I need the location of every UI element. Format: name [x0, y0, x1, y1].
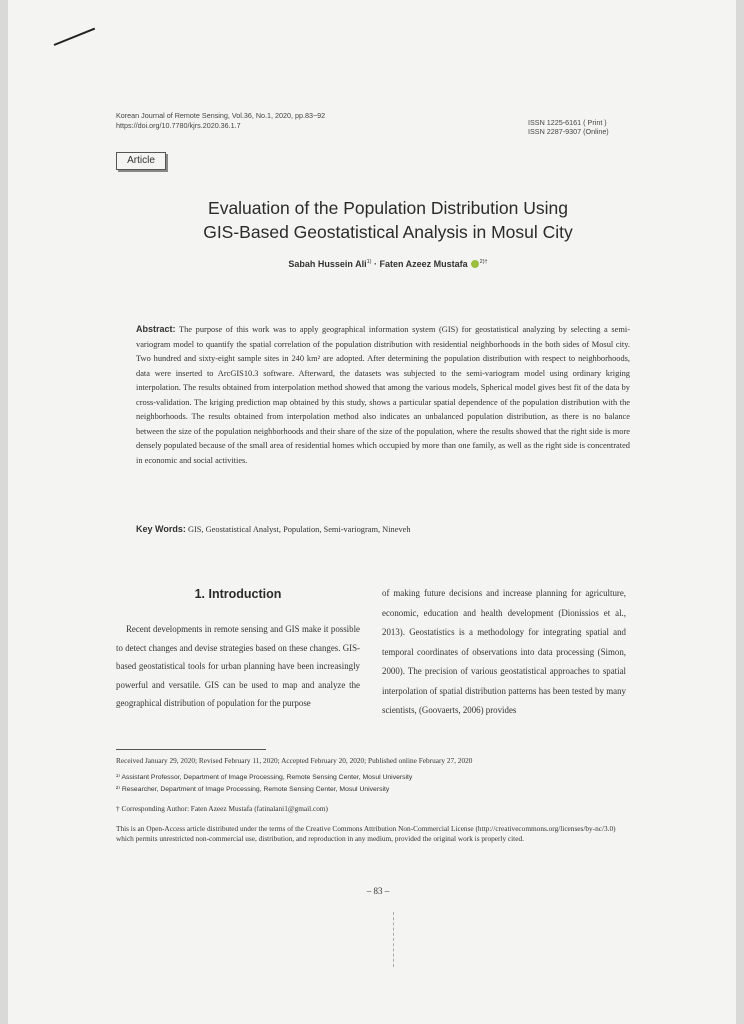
section-heading: 1. Introduction	[194, 587, 282, 601]
abstract	[136, 322, 630, 468]
author-1-sup: 1)	[366, 259, 372, 265]
issn-print: ISSN 1225-6161 ( Print )	[528, 118, 607, 127]
issn-block	[528, 118, 609, 136]
author-1: Sabah Hussein Ali	[288, 259, 367, 269]
author-2-sup: 2)†	[479, 259, 488, 265]
affiliation-1: ¹⁾ Assistant Professor, Department of Image Processing, Remote Sensing Center, Mosul University	[116, 774, 413, 781]
intro-right-column	[382, 584, 626, 721]
footnote-divider	[116, 749, 266, 750]
orcid-icon[interactable]	[471, 260, 479, 268]
received-dates: Received January 29, 2020; Revised February 11, 2020; Accepted February 20, 2020; Published online February 27, 2020	[116, 756, 473, 765]
abstract-text: The purpose of this work was to apply geographical information system (GIS) for geostatistical analyzing by selecting a semi-variogram model to quantify the spatial correlation of the population distribution with residential neighborhoods in the both sides of Mosul city. Two hundred and sixty-eight sample sites in 240 km² are adopted. After determining the population distribution with respect to neighborhoods, data were inserted to ArcGIS10.3 software. Afterward, the datasets was subjected to the semi-variogram model using ordinary kriging interpolation. The results obtained from interpolation method showed that among the various models, Spherical model gives best fit of the data by cross-validation. The kriging prediction map obtained by this study, shows a particular spatial dependence of the population distribution with the neighborhoods. The results obtained from interpolation method also indicates an unbalanced population distribution, as there is no balance between the size of the population neighborhoods and their share of the size of the population, where the results showed that the right side is more densely populated because of the small area of residential homes which occupied by more than one family, as well as the right side is concentrated in economic and social activities.	[136, 325, 630, 465]
keywords-text: GIS, Geostatistical Analyst, Population, Semi-variogram, Nineveh	[187, 525, 411, 534]
intro-paragraph-right: of making future decisions and increase planning for agriculture, economic, education and health development (Dionissios et al., 2013). Geostatistics is a methodology for integrating spatial and temporal coordinates of observations into data processing (Simon, 2000). The precision of various geostatistical approaches to spatial interpolation of spatial distribution patterns has been tested by many scientists, (Goovaerts, 2006) provides	[382, 588, 626, 715]
affiliation-2: ²⁾ Researcher, Department of Image Processing, Remote Sensing Center, Mosul University	[116, 786, 390, 793]
title-line-2: GIS-Based Geostatistical Analysis in Mosul City	[203, 222, 573, 242]
author-2: Faten Azeez Mustafa	[379, 259, 468, 269]
doi-link[interactable]: https://doi.org/10.7780/kjrs.2020.36.1.7	[116, 120, 241, 130]
corresponding-author: † Corresponding Author: Faten Azeez Mustafa (fatinalani1@gmail.com)	[116, 804, 328, 813]
pen-mark	[54, 28, 96, 46]
author-list	[118, 259, 658, 269]
title-line-1: Evaluation of the Population Distribution Using	[208, 198, 568, 218]
abstract-label: Abstract:	[136, 324, 176, 334]
document-page	[8, 0, 736, 1024]
article-type-badge: Article	[116, 152, 166, 170]
issn-online: ISSN 2287-9307 (Online)	[528, 127, 609, 136]
journal-header	[116, 111, 325, 130]
license-note: This is an Open-Access article distributed under the terms of the Creative Commons Attribution Non-Commercial License (http://creativecommons.org/licenses/by-nc/3.0) which permits unrestricted non-commercial use, distribution, and reproduction in any medium, provided the original work is properly cited.	[116, 824, 616, 843]
scan-artifact	[393, 912, 395, 967]
author-separator: ·	[371, 259, 380, 269]
page-number: – 83 –	[366, 886, 390, 896]
paper-title	[118, 196, 658, 244]
intro-paragraph-left: Recent developments in remote sensing and GIS make it possible to detect changes and devise strategies based on these changes. GIS-based geostatistical tools for urban planning have been increasingly powerful and versatile. GIS can be used to map and analyze the geographical distribution of population for the purpose	[116, 624, 360, 708]
keywords	[136, 524, 630, 534]
journal-citation: Korean Journal of Remote Sensing, Vol.36, No.1, 2020, pp.83~92	[116, 111, 326, 120]
intro-left-column	[116, 620, 360, 713]
keywords-label: Key Words:	[136, 524, 186, 534]
